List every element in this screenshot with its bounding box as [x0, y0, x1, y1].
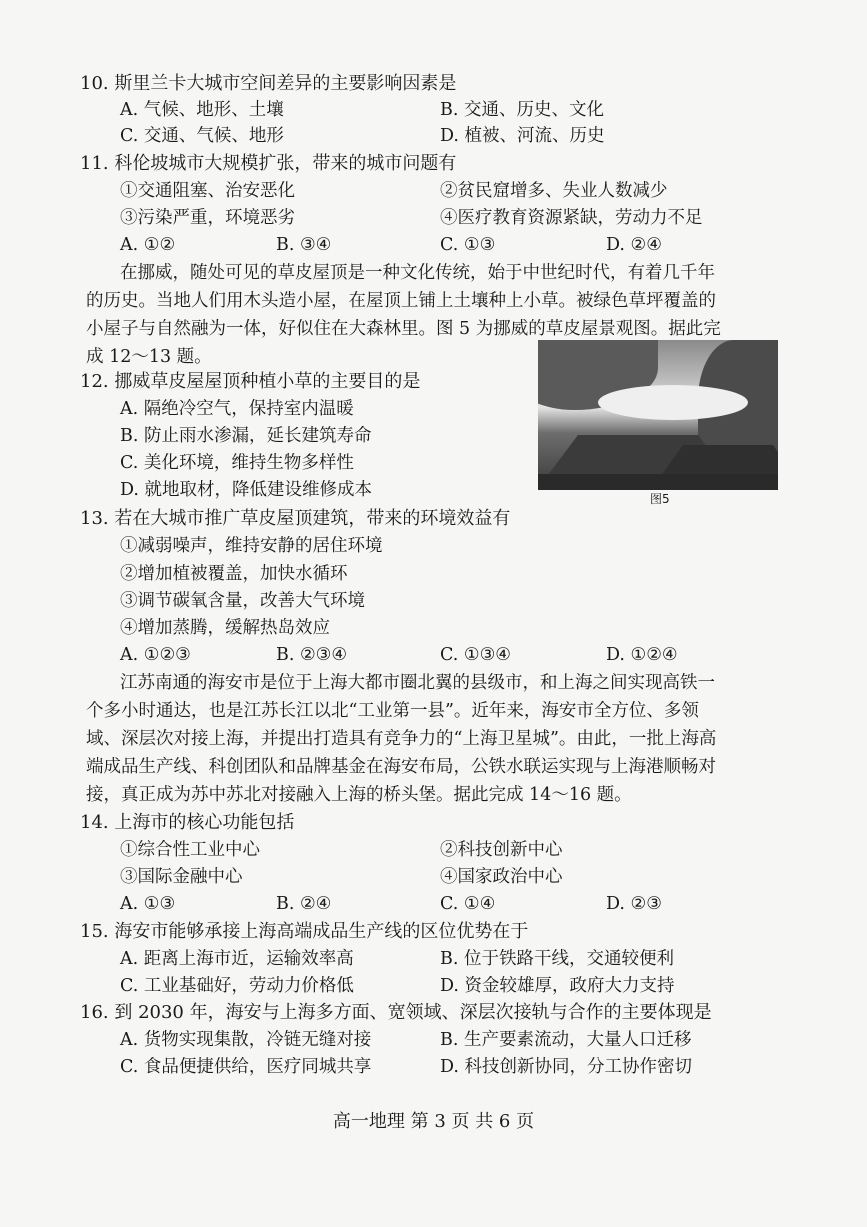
q13-item-1: ①减弱噪声，维持安静的居住环境 — [120, 536, 383, 556]
passage1-line-2: 的历史。当地人们用木头造小屋，在屋顶上铺上土壤种上小草。被绿色草坪覆盖的 — [86, 291, 716, 311]
q13-option-a: A. ①②③ — [120, 645, 191, 665]
passage1-line-3: 小屋子与自然融为一体，好似住在大森林里。图 5 为挪威的草皮屋景观图。据此完 — [86, 319, 721, 339]
q11-option-a: A. ①② — [120, 235, 176, 255]
q11-item-4: ④医疗教育资源紧缺，劳动力不足 — [440, 208, 703, 228]
q15-option-d: D. 资金较雄厚，政府大力支持 — [440, 976, 675, 996]
q10-option-b: B. 交通、历史、文化 — [440, 100, 604, 120]
q16-option-a: A. 货物实现集散，冷链无缝对接 — [120, 1030, 372, 1050]
page-footer: 高一地理 第 3 页 共 6 页 — [332, 1111, 535, 1132]
question-13-stem: 13. 若在大城市推广草皮屋顶建筑，带来的环境效益有 — [80, 508, 511, 529]
q11-item-3: ③污染严重，环境恶劣 — [120, 208, 295, 228]
q16-option-d: D. 科技创新协同，分工协作密切 — [440, 1057, 693, 1077]
passage2-line-1: 江苏南通的海安市是位于上海大都市圈北翼的县级市，和上海之间实现高铁一 — [120, 673, 715, 693]
question-10-stem: 10. 斯里兰卡大城市空间差异的主要影响因素是 — [80, 73, 457, 94]
q11-option-d: D. ②④ — [606, 235, 662, 255]
q12-option-a: A. 隔绝冷空气，保持室内温暖 — [120, 399, 354, 419]
question-15-stem: 15. 海安市能够承接上海高端成品生产线的区位优势在于 — [80, 921, 529, 942]
q14-item-2: ②科技创新中心 — [440, 840, 563, 860]
q10-option-a: A. 气候、地形、土壤 — [120, 100, 284, 120]
figure-5-caption: 图5 — [650, 492, 670, 506]
q10-option-c: C. 交通、气候、地形 — [120, 126, 284, 146]
question-12-stem: 12. 挪威草皮屋屋顶种植小草的主要目的是 — [80, 371, 421, 392]
q14-option-d: D. ②③ — [606, 894, 662, 914]
q14-option-a: A. ①③ — [120, 894, 176, 914]
q10-option-d: D. 植被、河流、历史 — [440, 126, 605, 146]
q14-item-4: ④国家政治中心 — [440, 867, 563, 887]
q15-option-a: A. 距离上海市近，运输效率高 — [120, 949, 354, 969]
q14-item-1: ①综合性工业中心 — [120, 840, 260, 860]
q11-option-c: C. ①③ — [440, 235, 496, 255]
q13-item-3: ③调节碳氧含量，改善大气环境 — [120, 591, 365, 611]
figure-5-sod-roof-photo — [538, 340, 778, 490]
q14-option-b: B. ②④ — [276, 894, 332, 914]
passage2-line-5: 接，真正成为苏中苏北对接融入上海的桥头堡。据此完成 14～16 题。 — [86, 785, 632, 805]
question-11-stem: 11. 科伦坡城市大规模扩张，带来的城市问题有 — [80, 153, 457, 174]
question-14-stem: 14. 上海市的核心功能包括 — [80, 812, 295, 833]
q12-option-c: C. 美化环境，维持生物多样性 — [120, 453, 354, 473]
q13-option-d: D. ①②④ — [606, 645, 678, 665]
q12-option-b: B. 防止雨水渗漏，延长建筑寿命 — [120, 426, 372, 446]
passage2-line-3: 域、深层次对接上海，并提出打造具有竞争力的“上海卫星城”。由此，一批上海高 — [86, 729, 717, 749]
q15-option-b: B. 位于铁路干线，交通较便利 — [440, 949, 674, 969]
passage1-line-1: 在挪威，随处可见的草皮屋顶是一种文化传统，始于中世纪时代，有着几千年 — [120, 263, 715, 283]
passage2-line-2: 个多小时通达，也是江苏长江以北“工业第一县”。近年来，海安市全方位、多领 — [86, 701, 699, 721]
q15-option-c: C. 工业基础好，劳动力价格低 — [120, 976, 354, 996]
q13-item-4: ④增加蒸腾，缓解热岛效应 — [120, 618, 330, 638]
passage1-line-4: 成 12～13 题。 — [86, 347, 212, 367]
q11-item-2: ②贫民窟增多、失业人数减少 — [440, 181, 668, 201]
q14-option-c: C. ①④ — [440, 894, 496, 914]
q13-item-2: ②增加植被覆盖，加快水循环 — [120, 564, 348, 584]
q16-option-b: B. 生产要素流动，大量人口迁移 — [440, 1030, 692, 1050]
q12-option-d: D. 就地取材，降低建设维修成本 — [120, 480, 373, 500]
q11-option-b: B. ③④ — [276, 235, 332, 255]
q13-option-b: B. ②③④ — [276, 645, 348, 665]
q16-option-c: C. 食品便捷供给，医疗同城共享 — [120, 1057, 372, 1077]
q14-item-3: ③国际金融中心 — [120, 867, 243, 887]
q13-option-c: C. ①③④ — [440, 645, 511, 665]
question-16-stem: 16. 到 2030 年，海安与上海多方面、宽领域、深层次接轨与合作的主要体现是 — [80, 1002, 712, 1023]
passage2-line-4: 端成品生产线、科创团队和品牌基金在海安布局，公铁水联运实现与上海港顺畅对 — [86, 757, 716, 777]
q11-item-1: ①交通阻塞、治安恶化 — [120, 181, 295, 201]
